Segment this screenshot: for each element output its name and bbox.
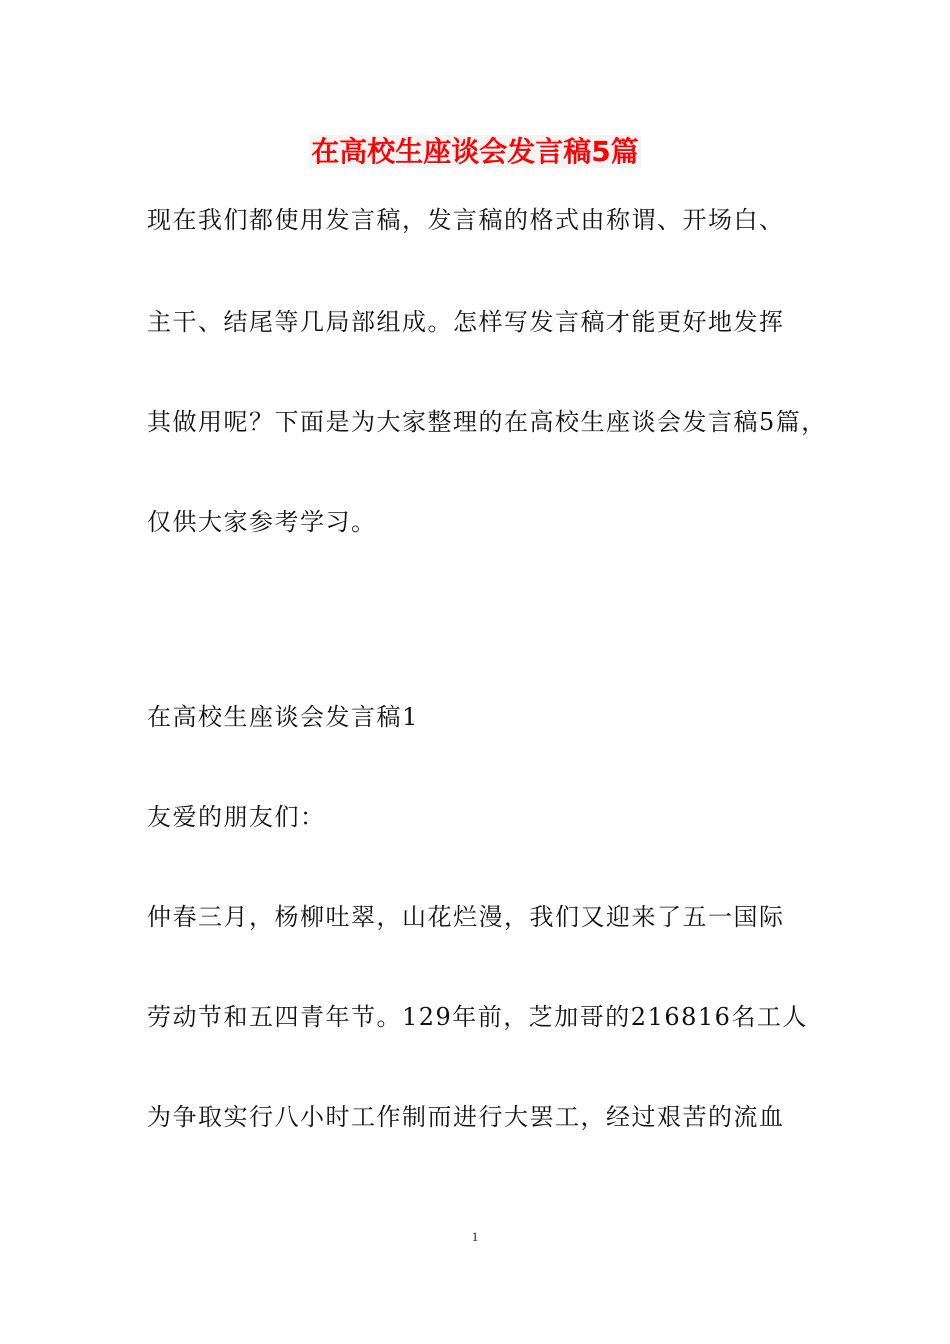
body-line-2: 劳动节和五四青年节。129年前，芝加哥的216816名工人: [147, 1003, 808, 1031]
greeting: 友爱的朋友们：: [147, 803, 326, 831]
intro-line-1: 现在我们都使用发言稿，发言稿的格式由称谓、开场白、: [147, 206, 785, 234]
document-title-text: 在高校生座谈会发言稿5篇: [311, 135, 639, 168]
body-line-1: 仲春三月，杨柳吐翠，山花烂漫，我们又迎来了五一国际: [147, 903, 785, 931]
intro-line-3: 其做用呢？下面是为大家整理的在高校生座谈会发言稿5篇，: [147, 408, 827, 436]
page-number: 1: [471, 1229, 479, 1244]
document-title: [0, 132, 950, 172]
body-line-3: 为争取实行八小时工作制而进行大罢工，经过艰苦的流血: [147, 1103, 785, 1131]
section-heading: 在高校生座谈会发言稿1: [147, 703, 419, 731]
intro-line-2: 主干、结尾等几局部组成。怎样写发言稿才能更好地发挥: [147, 308, 785, 336]
intro-line-4: 仅供大家参考学习。: [147, 508, 377, 536]
